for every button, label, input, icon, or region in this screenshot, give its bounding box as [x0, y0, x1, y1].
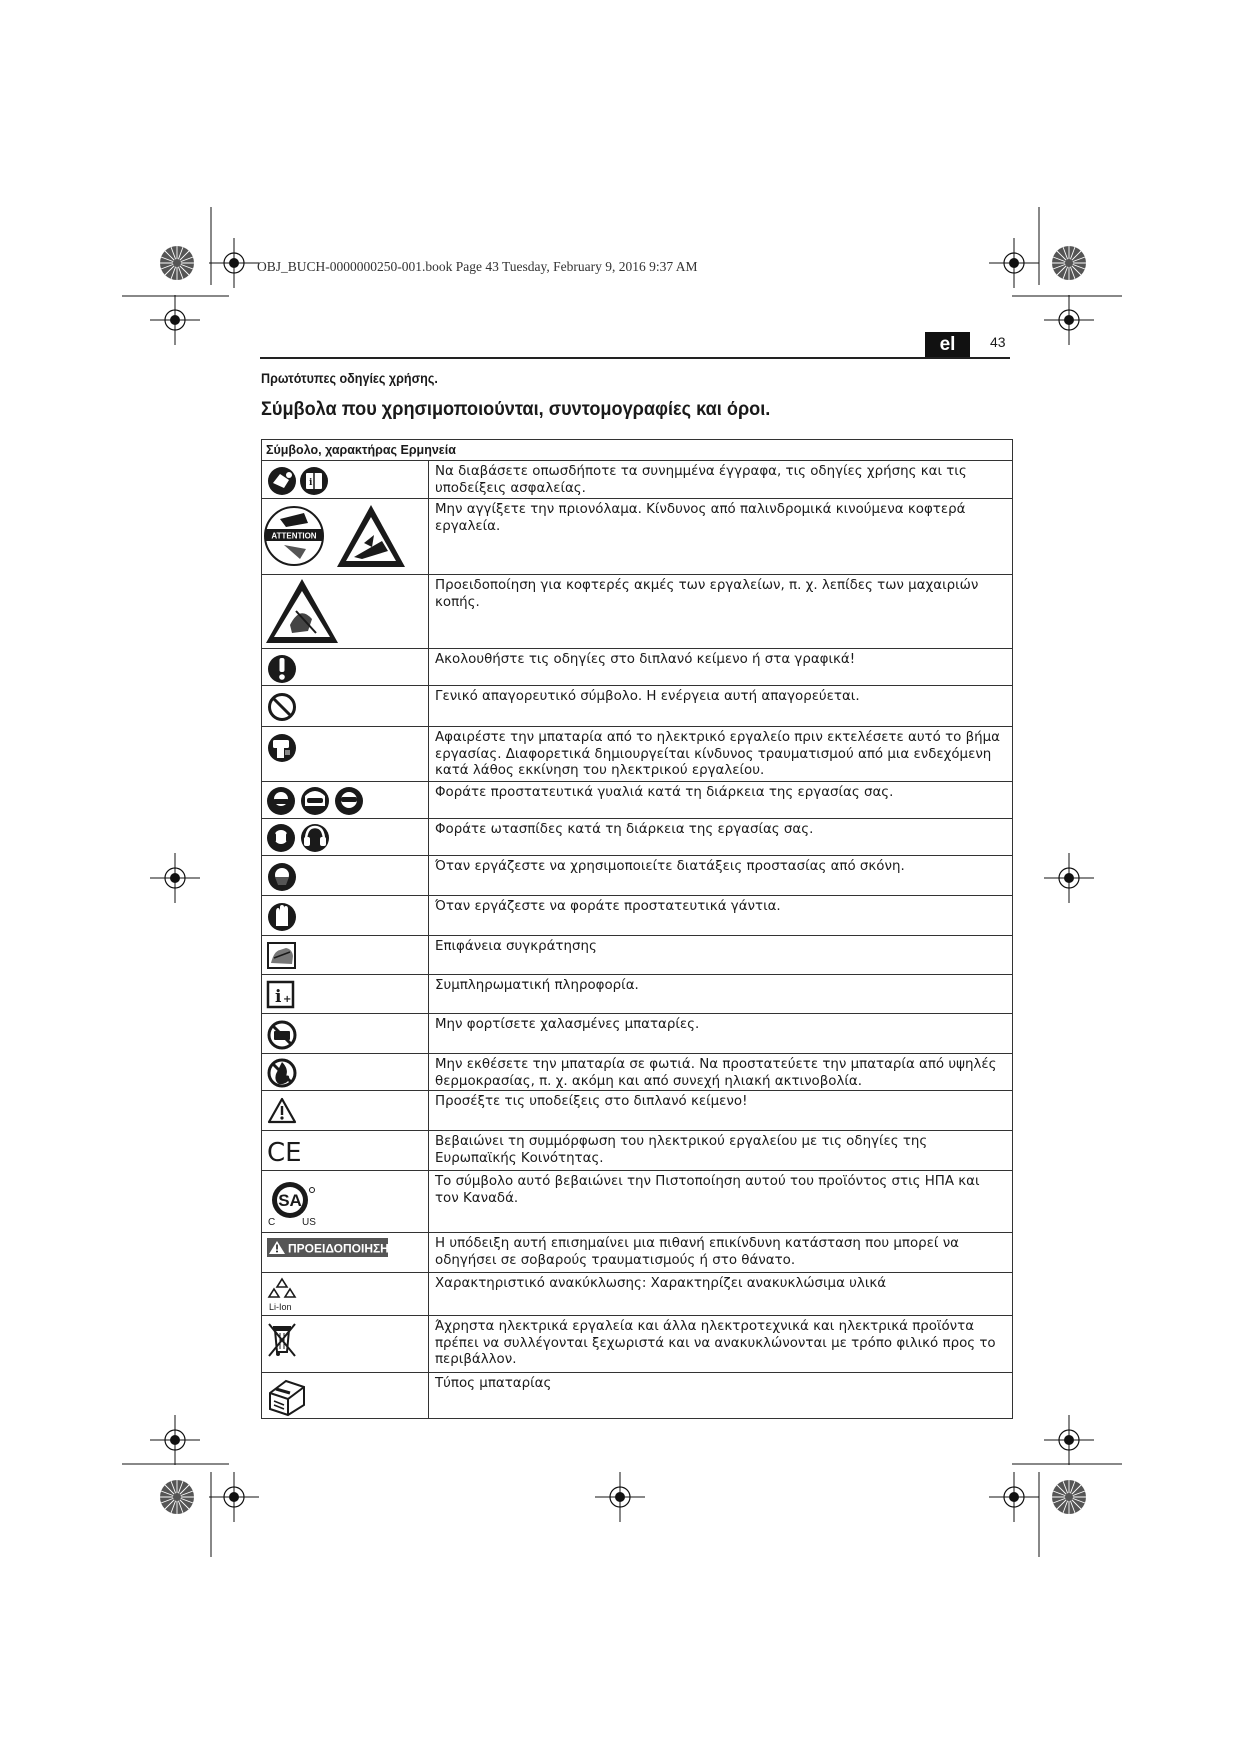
row-text: Γενικό απαγορευτικό σύμβολο. Η ενέργεια αυτή απαγορεύεται.: [429, 686, 1013, 727]
table-row: [262, 975, 1013, 1014]
safety-goggles-icons: [262, 782, 429, 819]
table-header: Σύμβολο, χαρακτήρας Ερμηνεία: [262, 440, 1013, 461]
row-text: Φοράτε προστατευτικά γυαλιά κατά τη διάρκεια της εργασίας σας.: [429, 782, 1013, 819]
mandatory-instruction-icon: [262, 649, 429, 686]
page-title: Σύμβολα που χρησιμοποιούνται, συντομογραφίες και όροι.: [261, 398, 771, 420]
svg-text:Li-Ion: Li-Ion: [269, 1302, 292, 1313]
page-subtitle: Πρωτότυπες οδηγίες χρήσης.: [261, 371, 438, 386]
ear-protection-icons: [262, 819, 429, 856]
row-text: Όταν εργάζεστε να χρησιμοποιείτε διατάξεις προστασίας από σκόνη.: [429, 856, 1013, 896]
caution-triangle-icon: [262, 1091, 429, 1131]
table-row: [262, 1131, 1013, 1171]
svg-text:ΠΡΟΕΙΔΟΠΟΙΗΣΗ: ΠΡΟΕΙΔΟΠΟΙΗΣΗ: [288, 1241, 389, 1256]
ce-mark-icon: [262, 1131, 429, 1171]
row-text: Χαρακτηριστικό ανακύκλωσης: Χαρακτηρίζει ανακυκλώσιμα υλικά: [429, 1273, 1013, 1316]
row-text: Αφαιρέστε την μπαταρία από το ηλεκτρικό εργαλείο πριν εκτελέσετε αυτό το βήμα εργασίας. Διαφορετικά δημιουργείται κίνδυνος τραυματισμού από μια ενδεχόμενη κατά λάθος εκκίνηση του ηλεκτρικού εργαλείου.: [429, 727, 1013, 782]
svg-text:US: US: [302, 1217, 316, 1229]
read-manual-icons: [262, 461, 429, 499]
table-row: [262, 461, 1013, 499]
svg-text:i: i: [309, 478, 313, 488]
row-text: Μην αγγίξετε την πριονόλαμα. Κίνδυνος από παλινδρομικά κινούμενα κοφτερά εργαλεία.: [429, 499, 1013, 575]
table-row: [262, 1014, 1013, 1054]
table-row: [262, 819, 1013, 856]
prohibition-icon: [262, 686, 429, 727]
sharp-edge-warning-icon: [262, 575, 429, 649]
row-text: Μην εκθέσετε την μπαταρία σε φωτιά. Να προστατεύετε την μπαταρία από υψηλές θερμοκρασίας, π. χ. ακόμη και από συνεχή ηλιακή ακτινοβολία.: [429, 1054, 1013, 1091]
table-row: [262, 1273, 1013, 1316]
row-text: Συμπληρωματική πληροφορία.: [429, 975, 1013, 1014]
table-row: [262, 896, 1013, 936]
row-text: Ακολουθήστε τις οδηγίες στο διπλανό κείμενο ή στα γραφικά!: [429, 649, 1013, 686]
csa-certification-icon: [262, 1171, 429, 1233]
table-row: [262, 727, 1013, 782]
protective-gloves-icon: [262, 896, 429, 936]
row-text: Μην φορτίσετε χαλασμένες μπαταρίες.: [429, 1014, 1013, 1054]
table-row: [262, 686, 1013, 727]
table-row: [262, 1373, 1013, 1419]
svg-text:SA: SA: [278, 1191, 302, 1211]
table-row: [262, 1054, 1013, 1091]
row-text: Όταν εργάζεστε να φοράτε προστατευτικά γάντια.: [429, 896, 1013, 936]
recycling-li-ion-icon: [262, 1273, 429, 1316]
svg-text:CE: CE: [267, 1138, 302, 1169]
svg-text:C: C: [268, 1217, 276, 1229]
grip-surface-icon: [262, 936, 429, 975]
symbols-table: [261, 439, 1013, 1419]
table-row: [262, 1091, 1013, 1131]
row-text: Η υπόδειξη αυτή επισημαίνει μια πιθανή επικίνδυνη κατάσταση που μπορεί να οδηγήσει σε σοβαρούς τραυματισμούς ή στο θάνατο.: [429, 1233, 1013, 1273]
battery-type-icon: [262, 1373, 429, 1419]
book-header: OBJ_BUCH-0000000250-001.book Page 43 Tuesday, February 9, 2016 9:37 AM: [257, 259, 698, 274]
dust-mask-icon: [262, 856, 429, 896]
row-text: Φοράτε ωτασπίδες κατά τη διάρκεια της εργασίας σας.: [429, 819, 1013, 856]
header-rule: [260, 357, 1010, 359]
info-icon: [262, 975, 429, 1014]
page-number: 43: [990, 334, 1006, 350]
table-row: [262, 575, 1013, 649]
table-row: [262, 649, 1013, 686]
table-header-row: [262, 440, 1013, 461]
row-text: Προσέξτε τις υποδείξεις στο διπλανό κείμενο!: [429, 1091, 1013, 1131]
row-text: Βεβαιώνει τη συμμόρφωση του ηλεκτρικού εργαλείου με τις οδηγίες της Ευρωπαϊκής Κοινότητας.: [429, 1131, 1013, 1171]
table-row: [262, 856, 1013, 896]
table-row: [262, 1233, 1013, 1273]
row-text: Επιφάνεια συγκράτησης: [429, 936, 1013, 975]
attention-saw-blade-icons: [262, 499, 429, 575]
row-text: Τύπος μπαταρίας: [429, 1373, 1013, 1419]
row-text: Το σύμβολο αυτό βεβαιώνει την Πιστοποίηση αυτού του προϊόντος στις ΗΠΑ και τον Καναδά.: [429, 1171, 1013, 1233]
table-row: [262, 936, 1013, 975]
svg-text:i: i: [275, 987, 282, 1007]
crossed-bin-icon: [262, 1316, 429, 1373]
table-row: [262, 782, 1013, 819]
no-charging-damaged-battery-icon: [262, 1014, 429, 1054]
no-fire-icon: [262, 1054, 429, 1091]
row-text: Άχρηστα ηλεκτρικά εργαλεία και άλλα ηλεκτροτεχνικά και ηλεκτρικά προϊόντα πρέπει να συλλέγονται ξεχωριστά και να ανακυκλώνονται με τρόπο φιλικό προς το περιβάλλον.: [429, 1316, 1013, 1373]
warning-label-icon: [262, 1233, 429, 1273]
remove-battery-icon: [262, 727, 429, 782]
language-tab: el: [925, 332, 970, 358]
row-text: Να διαβάσετε οπωσδήποτε τα συνημμένα έγγραφα, τις οδηγίες χρήσης και τις υποδείξεις ασφαλείας.: [429, 461, 1013, 499]
svg-text:ATTENTION: ATTENTION: [271, 531, 317, 541]
table-row: [262, 1171, 1013, 1233]
table-row: [262, 499, 1013, 575]
table-row: [262, 1316, 1013, 1373]
svg-text:+: +: [283, 994, 292, 1005]
row-text: Προειδοποίηση για κοφτερές ακμές των εργαλείων, π. χ. λεπίδες των μαχαιριών κοπής.: [429, 575, 1013, 649]
